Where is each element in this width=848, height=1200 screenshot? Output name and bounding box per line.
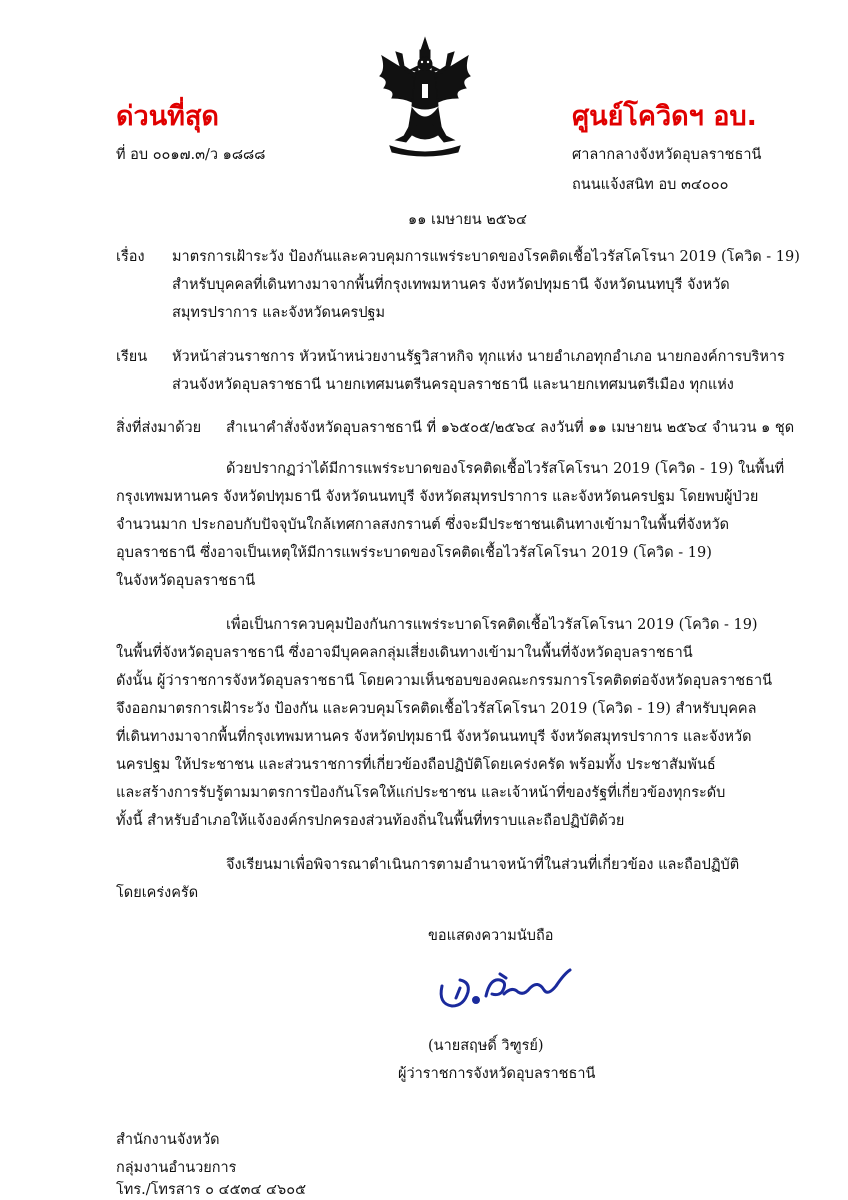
garuda-emblem-icon xyxy=(370,36,480,158)
enclosure-text: สำเนาคำสั่งจังหวัดอุบลราชธานี ที่ ๑๖๕๐๕/๒๕๖๔ ลงวันที่ ๑๑ เมษายน ๒๕๖๔ จำนวน ๑ ชุด xyxy=(226,420,795,436)
body-line: ที่เดินทางมาจากพื้นที่กรุงเทพมหานคร จังหวัดปทุมธานี จังหวัดนนทบุรี จังหวัดสมุทรปราการ และจังหวัด xyxy=(116,729,752,745)
body-line: โดยเคร่งครัด xyxy=(116,885,199,901)
document-date: ๑๑ เมษายน ๒๕๖๔ xyxy=(408,212,527,228)
subject-line: มาตรการเฝ้าระวัง ป้องกันและควบคุมการแพร่ระบาดของโรคติดเชื้อไวรัสโคโรนา 2019 (โควิด - 19) xyxy=(172,249,800,265)
body-line: ด้วยปรากฏว่าได้มีการแพร่ระบาดของโรคติดเชื้อไวรัสโคโรนา 2019 (โควิด - 19) ในพื้นที่ xyxy=(226,461,785,477)
body-line: จำนวนมาก ประกอบกับปัจจุบันใกล้เทศกาลสงกรานต์ ซึ่งจะมีประชาชนเดินทางเข้ามาในพื้นที่จังหวัด xyxy=(116,517,730,533)
footer-division: กลุ่มงานอำนวยการ xyxy=(116,1160,237,1176)
office-address-line1: ศาลากลางจังหวัดอุบลราชธานี xyxy=(572,147,762,163)
body-line: ทั้งนี้ สำหรับอำเภอให้แจ้งองค์กรปกครองส่วนท้องถิ่นในพื้นที่ทราบและถือปฏิบัติด้วย xyxy=(116,813,625,829)
signature-icon xyxy=(430,960,580,1020)
closing-salutation: ขอแสดงความนับถือ xyxy=(428,928,554,944)
subject-line: สำหรับบุคคลที่เดินทางมาจากพื้นที่กรุงเทพมหานคร จังหวัดปทุมธานี จังหวัดนนทบุรี จังหวัด xyxy=(172,277,730,293)
urgency-stamp: ด่วนที่สุด xyxy=(116,101,219,132)
footer-phone: โทร./โทรสาร ๐ ๔๕๓๔ ๔๖๐๕ xyxy=(116,1182,307,1198)
body-line: กรุงเทพมหานคร จังหวัดปทุมธานี จังหวัดนนทบุรี จังหวัดสมุทรปราการ และจังหวัดนครปฐม โดยพบผู้ป่วย xyxy=(116,489,759,505)
footer-office: สำนักงานจังหวัด xyxy=(116,1132,220,1148)
body-line: ดังนั้น ผู้ว่าราชการจังหวัดอุบลราชธานี โดยความเห็นชอบของคณะกรรมการโรคติดต่อจังหวัดอุบลราชธานี xyxy=(116,673,773,689)
subject-line: สมุทรปราการ และจังหวัดนครปฐม xyxy=(172,305,386,321)
recipient-line: ส่วนจังหวัดอุบลราชธานี นายกเทศมนตรีนครอุบลราชธานี และนายกเทศมนตรีเมือง ทุกแห่ง xyxy=(172,377,734,393)
document-number: ที่ อบ ๐๐๑๗.๓/ว ๑๘๘๘ xyxy=(116,147,266,163)
body-line: เพื่อเป็นการควบคุมป้องกันการแพร่ระบาดโรคติดเชื้อไวรัสโคโรนา 2019 (โควิด - 19) xyxy=(226,617,758,633)
subject-label: เรื่อง xyxy=(116,249,145,265)
body-line: นครปฐม ให้ประชาชน และส่วนราชการที่เกี่ยวข้องถือปฏิบัติโดยเคร่งครัด พร้อมทั้ง ประชาสัมพันธ์ xyxy=(116,757,716,773)
body-line: และสร้างการรับรู้ตามมาตรการป้องกันโรคให้แก่ประชาชน และเจ้าหน้าที่ของรัฐที่เกี่ยวข้องทุกระดับ xyxy=(116,785,726,801)
body-line: จึงออกมาตรการเฝ้าระวัง ป้องกัน และควบคุมโรคติดเชื้อไวรัสโคโรนา 2019 (โควิด - 19) สำหรับบุคคล xyxy=(116,701,757,717)
signer-name: (นายสฤษดิ์ วิฑูรย์) xyxy=(428,1038,544,1054)
body-line: ในจังหวัดอุบลราชธานี xyxy=(116,573,256,589)
recipient-label: เรียน xyxy=(116,349,148,365)
body-line: ในพื้นที่จังหวัดอุบลราชธานี ซึ่งอาจมีบุคคลกลุ่มเสี่ยงเดินทางเข้ามาในพื้นที่จังหวัดอุบลราชธานี xyxy=(116,645,693,661)
body-line: จึงเรียนมาเพื่อพิจารณาดำเนินการตามอำนาจหน้าที่ในส่วนที่เกี่ยวข้อง และถือปฏิบัติ xyxy=(226,857,740,873)
center-stamp: ศูนย์โควิดฯ อบ. xyxy=(572,101,757,132)
recipient-line: หัวหน้าส่วนราชการ หัวหน้าหน่วยงานรัฐวิสาหกิจ ทุกแห่ง นายอำเภอทุกอำเภอ นายกองค์การบริหาร xyxy=(172,349,785,365)
body-line: อุบลราชธานี ซึ่งอาจเป็นเหตุให้มีการแพร่ระบาดของโรคติดเชื้อไวรัสโคโรนา 2019 (โควิด - 19) xyxy=(116,545,712,561)
office-address-line2: ถนนแจ้งสนิท อบ ๓๔๐๐๐ xyxy=(572,177,729,193)
signer-title: ผู้ว่าราชการจังหวัดอุบลราชธานี xyxy=(398,1066,596,1082)
enclosure-label: สิ่งที่ส่งมาด้วย xyxy=(116,420,202,436)
